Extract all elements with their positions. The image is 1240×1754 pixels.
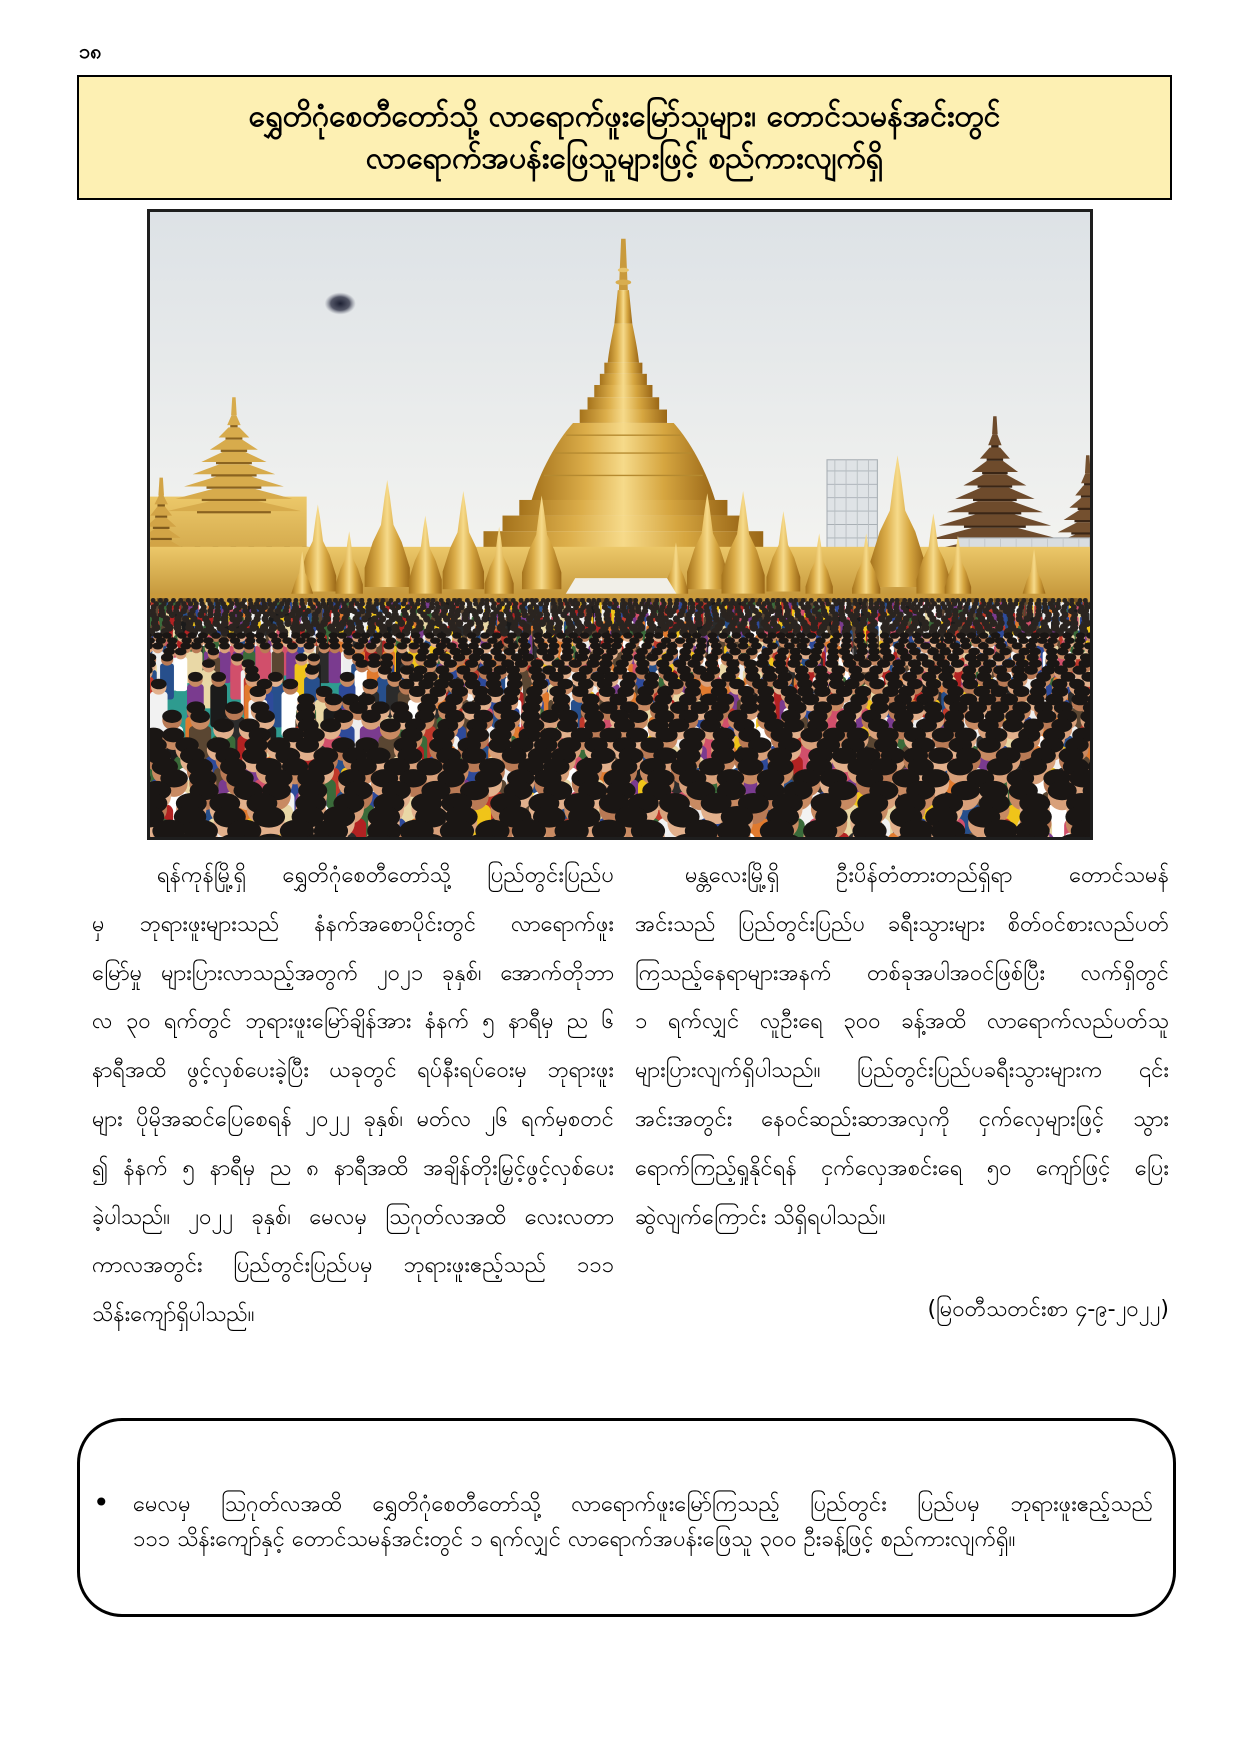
summary-line-text: ၁၁၁ သိန်းကျော်နှင့် တောင်သမန်အင်းတွင် ၁ ရက်လျှင် လာရောက်အပန်းဖြေသူ ၃၀၀ ဦးခန့်ဖြင့် စည်ကားလျက်ရှိ။ xyxy=(133,1527,1016,1552)
article-left-column xyxy=(92,852,614,1340)
article-line xyxy=(92,1242,614,1291)
article-text: ရန်ကုန်မြို့ရှိ ရွှေတိဂုံစေတီတော်သို့ ပြည်တွင်းပြည်ပ xyxy=(157,863,614,888)
bullet-icon: • xyxy=(93,1486,110,1519)
article-line xyxy=(635,1145,1169,1194)
article-line xyxy=(92,998,614,1047)
article-text: အင်းသည် ပြည်တွင်းပြည်ပ ခရီးသွားများ စိတ်ဝင်စားလည်ပတ် xyxy=(635,911,1169,937)
headline-box xyxy=(77,75,1172,200)
crowd xyxy=(150,598,1090,837)
article-text: နာရီအထိ ဖွင့်လှစ်ပေးခဲ့ပြီး ယခုတွင် ရပ်နီးရပ်ဝေးမှ ဘုရားဖူး xyxy=(92,1058,614,1084)
article-text: အင်းအတွင်း နေဝင်ဆည်းဆာအလှကို ငှက်လှေများဖြင့် သွား xyxy=(635,1106,1169,1132)
article-text: သိန်းကျော်ရှိပါသည်။ xyxy=(92,1302,255,1328)
article-line xyxy=(635,901,1169,950)
article-text: ဆွဲလျက်ကြောင်း သိရှိရပါသည်။ xyxy=(635,1204,886,1230)
article-line xyxy=(92,1096,614,1145)
article-line xyxy=(92,1145,614,1194)
source-text: (မြဝတီသတင်းစာ ၄-၉-၂၀၂၂) xyxy=(927,1297,1169,1322)
headline-text: လာရောက်အပန်းဖြေသူများဖြင့် စည်ကားလျက်ရှိ xyxy=(365,140,884,176)
article-line xyxy=(92,901,614,950)
article-text: များ ပိုမိုအဆင်ပြေစေရန် ၂၀၂၂ ခုနှစ်၊ မတ်လ ၂၆ ရက်မှစတင် xyxy=(92,1106,614,1132)
summary-line-text: မေလမှ ဩဂုတ်လအထိ ရွှေတိဂုံစေတီတော်သို့ လာရောက်ဖူးမြော်ကြသည့် ပြည်တွင်း ပြည်ပမှ ဘုရားဖူးဧည့်သည် xyxy=(133,1492,1153,1517)
summary-line xyxy=(133,1522,1153,1557)
article-right-column xyxy=(635,852,1169,1242)
summary-text xyxy=(133,1487,1153,1557)
article-text: မန္တလေးမြို့ရှိ ဦးပိန်တံတားတည်ရှိရာ တောင်သမန် xyxy=(685,863,1169,888)
article-text: ကာလအတွင်း ပြည်တွင်းပြည်ပမှ ဘုရားဖူးဧည့်သည် ၁၁၁ xyxy=(92,1253,614,1279)
headline-line xyxy=(100,138,1150,180)
article-text: လ ၃၀ ရက်တွင် ဘုရားဖူးမြော်ချိန်အား နံနက် ၅ နာရီမှ ည ၆ xyxy=(92,1009,614,1035)
summary-line xyxy=(133,1487,1153,1522)
article-line xyxy=(635,998,1169,1047)
article-line xyxy=(92,852,614,901)
article-text: မှ ဘုရားဖူးများသည် နံနက်အစောပိုင်းတွင် လာရောက်ဖူး xyxy=(92,911,614,937)
dark-blob xyxy=(325,292,356,314)
article-line xyxy=(635,950,1169,999)
article-text: ၍ နံနက် ၅ နာရီမှ ည ၈ နာရီအထိ အချိန်တိုးမြှင့်ဖွင့်လှစ်ပေး xyxy=(92,1155,614,1181)
article-text: ကြသည့်နေရာများအနက် တစ်ခုအပါအဝင်ဖြစ်ပြီး လက်ရှိတွင် xyxy=(635,960,1169,986)
article-line xyxy=(92,1194,614,1243)
article-text: မြော်မှု များပြားလာသည့်အတွက် ၂၀၂၁ ခုနှစ်၊ အောက်တိုဘာ xyxy=(92,960,614,986)
article-line xyxy=(92,1047,614,1096)
summary-box xyxy=(77,1418,1176,1617)
headline-line xyxy=(100,96,1150,138)
article-text: ရောက်ကြည့်ရှုနိုင်ရန် ငှက်လှေအစင်းရေ ၅၀ ကျော်ဖြင့် ပြေး xyxy=(635,1155,1169,1181)
photo-illustration xyxy=(150,212,1090,837)
article-text: များပြားလျက်ရှိပါသည်။ ပြည်တွင်းပြည်ပခရီးသွားများက ၎င်း xyxy=(635,1058,1169,1084)
article-line xyxy=(92,1291,614,1340)
headline-text: ရွှေတိဂုံစေတီတော်သို့ လာရောက်ဖူးမြော်သူများ၊ တောင်သမန်အင်းတွင် xyxy=(248,98,1001,134)
article-text: ၁ ရက်လျှင် လူဦးရေ ၃၀၀ ခန့်အထိ လာရောက်လည်ပတ်သူ xyxy=(635,1009,1169,1035)
article-line xyxy=(92,950,614,999)
article-line xyxy=(635,1047,1169,1096)
article-line xyxy=(635,852,1169,901)
article-line xyxy=(635,1194,1169,1243)
shwedagon-photo xyxy=(147,209,1093,840)
article-line xyxy=(635,1096,1169,1145)
article-text: ခဲ့ပါသည်။ ၂၀၂၂ ခုနှစ်၊ မေလမှ ဩဂုတ်လအထိ လေးလတာ xyxy=(92,1204,614,1230)
news-source-citation xyxy=(635,1286,1169,1335)
page-number: ၁၈ xyxy=(79,39,102,63)
